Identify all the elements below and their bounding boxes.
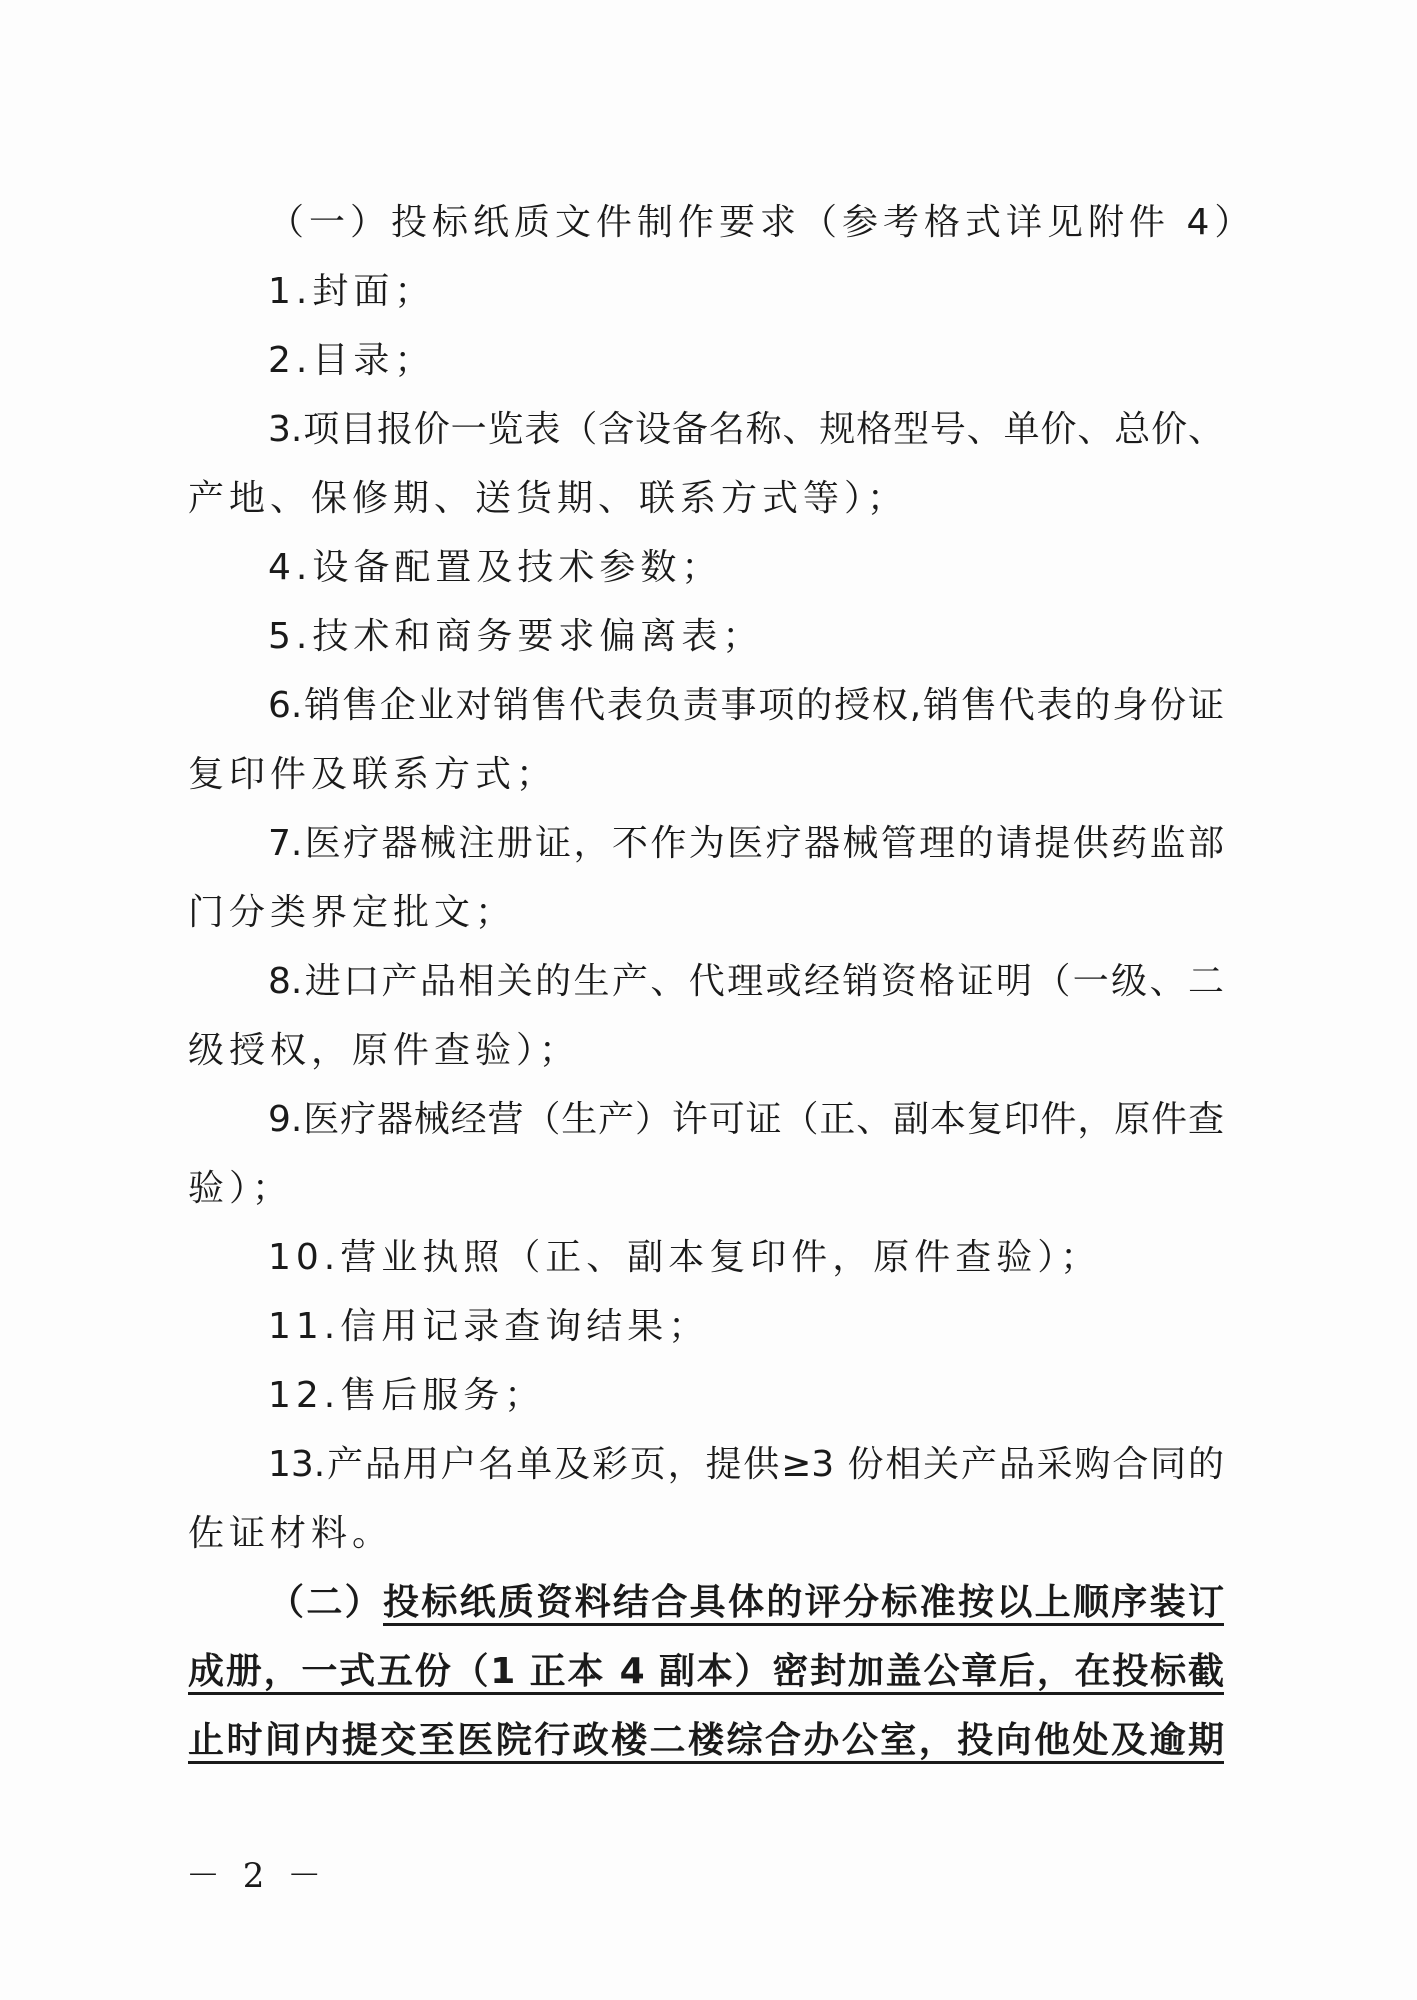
list-item-7-line-2: 门分类界定批文； — [188, 892, 517, 933]
list-item-10: 10.营业执照（正、副本复印件，原件查验）； — [268, 1237, 1102, 1278]
section-heading-2-line-2: 成册，一式五份（1 正本 4 副本）密封加盖公章后，在投标截 — [188, 1651, 1224, 1692]
list-item-9-line-1: 9.医疗器械经营（生产）许可证（正、副本复印件，原件查 — [268, 1099, 1224, 1140]
list-item-8-line-1: 8.进口产品相关的生产、代理或经销资格证明（一级、二 — [268, 961, 1224, 1002]
list-item-8-line-2: 级授权，原件查验）； — [188, 1030, 581, 1071]
list-item-1: 1.封面； — [268, 271, 436, 312]
list-item-5: 5.技术和商务要求偏离表； — [268, 616, 764, 657]
section-heading-2-underlined-text: 投标纸质资料结合具体的评分标准按以上顺序装订 — [383, 1582, 1224, 1623]
section-heading-2-prefix: （二） — [268, 1582, 383, 1623]
list-item-13-line-2: 佐证材料。 — [188, 1513, 394, 1554]
list-item-12: 12.售后服务； — [268, 1375, 546, 1416]
page-number: － 2 － — [186, 1856, 328, 1896]
list-item-3-line-1: 3.项目报价一览表（含设备名称、规格型号、单价、总价、 — [268, 409, 1224, 450]
list-item-4: 4.设备配置及技术参数； — [268, 547, 723, 588]
section-heading-2-line-3: 止时间内提交至医院行政楼二楼综合办公室，投向他处及逾期 — [188, 1720, 1224, 1761]
section-heading-1: （一）投标纸质文件制作要求（参考格式详见附件 4） — [268, 202, 1256, 243]
list-item-11: 11.信用记录查询结果； — [268, 1306, 710, 1347]
list-item-6-line-2: 复印件及联系方式； — [188, 754, 558, 795]
list-item-7-line-1: 7.医疗器械注册证，不作为医疗器械管理的请提供药监部 — [268, 823, 1224, 864]
list-item-6-line-1: 6.销售企业对销售代表负责事项的授权,销售代表的身份证 — [268, 685, 1224, 726]
section-heading-2-line-1 — [188, 1568, 1224, 1637]
list-item-9-line-2: 验）； — [188, 1168, 294, 1209]
list-item-13-line-1: 13.产品用户名单及彩页，提供≥3 份相关产品采购合同的 — [268, 1444, 1224, 1485]
document-body — [188, 188, 1256, 1775]
list-item-3-line-2: 产地、保修期、送货期、联系方式等）； — [188, 478, 909, 519]
list-item-2: 2.目录； — [268, 340, 436, 381]
